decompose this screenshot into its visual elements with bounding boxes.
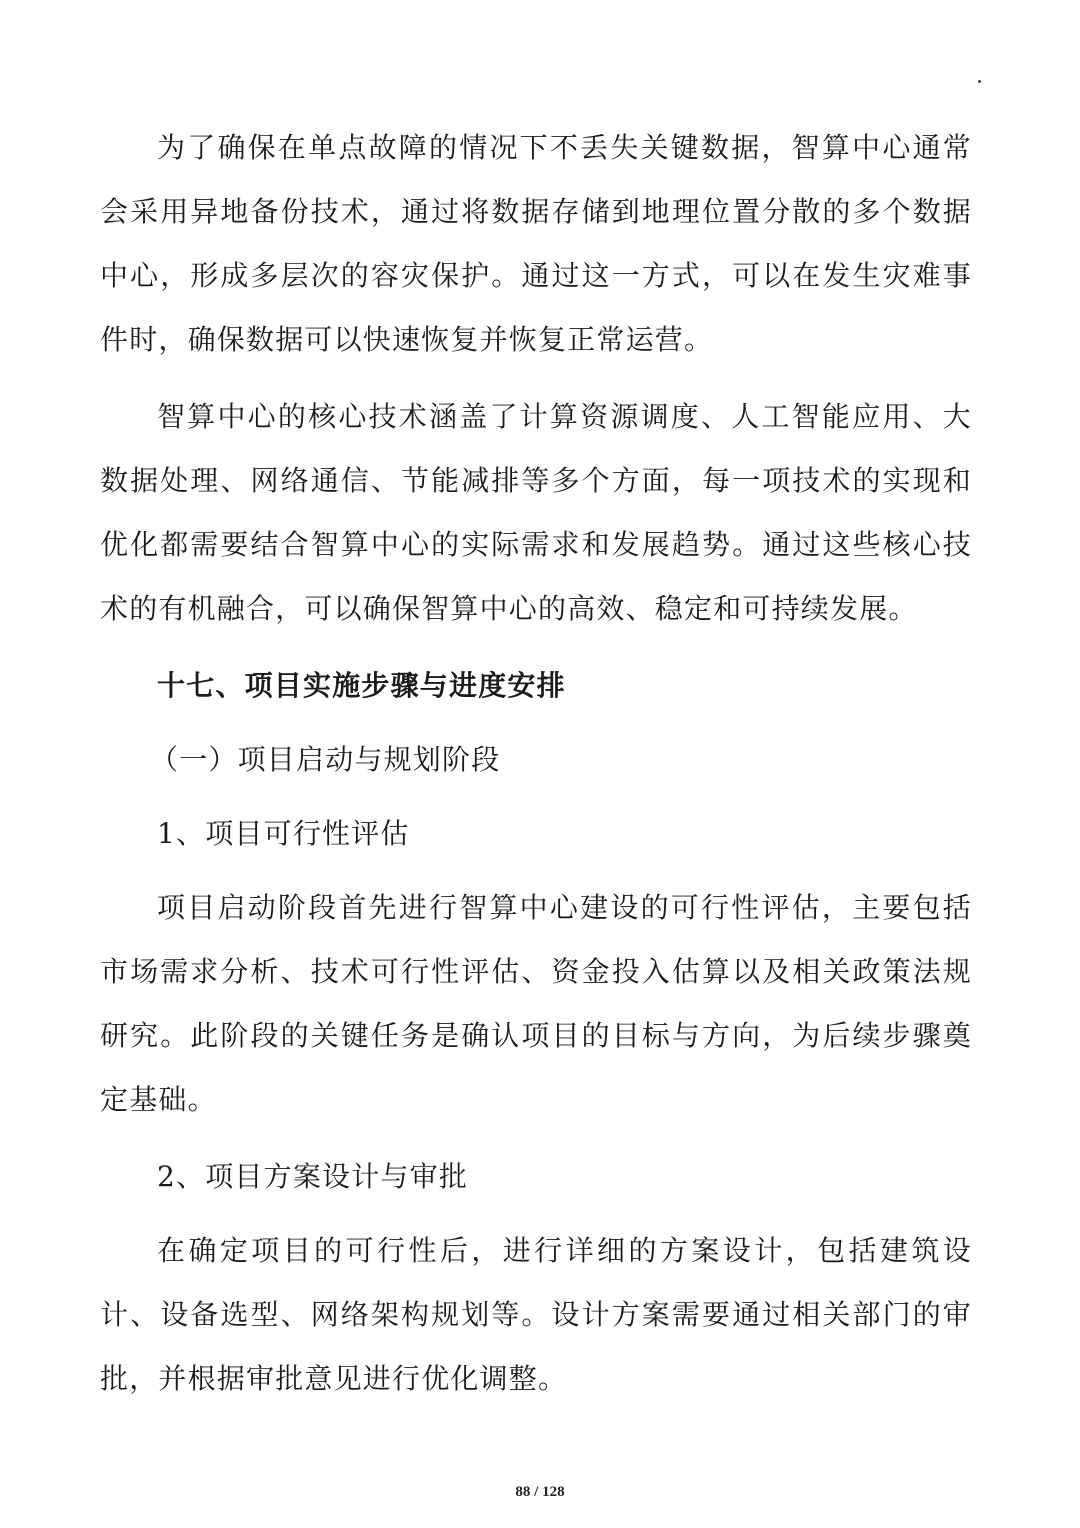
paragraph-design: 在确定项目的可行性后，进行详细的方案设计，包括建筑设计、设备选型、网络架构规划等。设计方案需要通过相关部门的审批，并根据审批意见进行优化调整。 — [100, 1234, 972, 1395]
item-heading-feasibility: 1、项目可行性评估 — [157, 817, 410, 850]
paragraph-backup: 为了确保在单点故障的情况下不丢失关键数据，智算中心通常会采用异地备份技术，通过将数据存储到地理位置分散的多个数据中心，形成多层次的容灾保护。通过这一方式，可以在发生灾难事件时，确保数据可以快速恢复并恢复正常运营。 — [100, 131, 972, 356]
subsection-heading: （一）项目启动与规划阶段 — [150, 743, 501, 776]
paragraph-core-tech: 智算中心的核心技术涵盖了计算资源调度、人工智能应用、大数据处理、网络通信、节能减排等多个方面，每一项技术的实现和优化都需要结合智算中心的实际需求和发展趋势。通过这些核心技术的有机融合，可以确保智算中心的高效、稳定和可持续发展。 — [100, 400, 972, 625]
page-number: 88 / 128 — [515, 1484, 565, 1500]
page-content — [100, 116, 972, 1424]
section-heading: 十七、项目实施步骤与进度安排 — [157, 669, 566, 702]
corner-mark — [978, 80, 981, 83]
item-heading-design: 2、项目方案设计与审批 — [157, 1160, 469, 1193]
paragraph-feasibility: 项目启动阶段首先进行智算中心建设的可行性评估，主要包括市场需求分析、技术可行性评估、资金投入估算以及相关政策法规研究。此阶段的关键任务是确认项目的目标与方向，为后续步骤奠定基础。 — [100, 891, 972, 1116]
